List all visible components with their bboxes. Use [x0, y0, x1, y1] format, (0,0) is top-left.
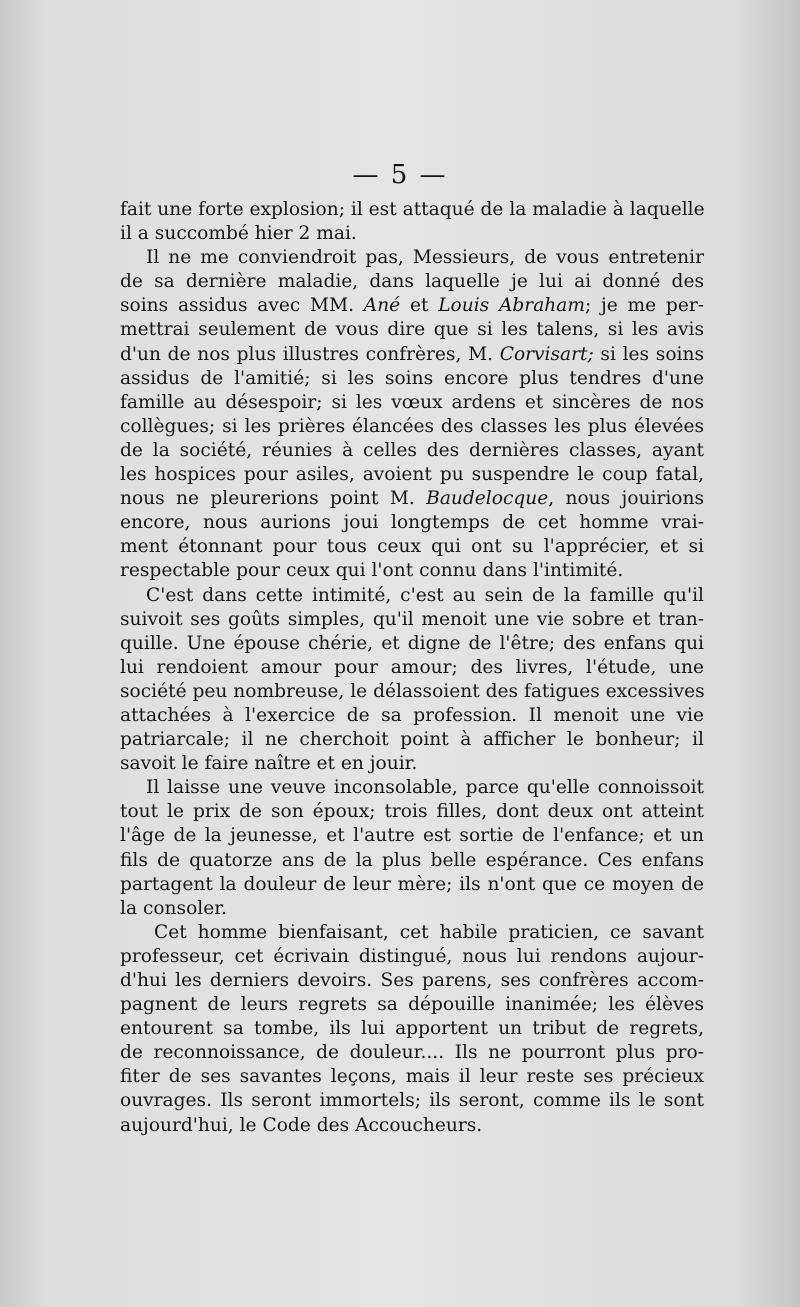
text-fragment: et: [400, 295, 439, 317]
text-line: entourent sa tombe, ils lui apportent un tribut de regrets,: [120, 1018, 704, 1040]
text-line: respectable pour ceux qui l'ont connu dans l'intimité.: [120, 560, 624, 582]
text-line: lui rendoient amour pour amour; des livres, l'étude, une: [120, 656, 704, 678]
name-louis-abraham: Louis Abraham: [438, 295, 585, 317]
text-line: assidus de l'amitié; si les soins encore plus tendres d'une: [120, 367, 704, 389]
text-line-with-name: [120, 487, 704, 511]
text-line: quille. Une épouse chérie, et digne de l'être; des enfans qui: [120, 632, 704, 654]
text-line: collègues; si les prières élancées des classes les plus élevées: [120, 415, 704, 437]
name-ane: Ané: [363, 295, 401, 317]
text-line: pagnent de leurs regrets sa dépouille inanimée; les élèves: [120, 994, 704, 1016]
text-line: fait une forte explosion; il est attaqué de la maladie à laquelle: [120, 199, 705, 220]
text-fragment: d'un de nos plus illustres confrères, M.: [120, 343, 500, 365]
text-line: Il ne me conviendroit pas, Messieurs, de vous entretenir: [146, 247, 704, 269]
paragraph-1: [120, 198, 704, 246]
text-fragment: nous ne pleurerions point M.: [120, 488, 427, 510]
text-fragment: ; je me per-: [584, 295, 704, 317]
text-line: fils de quatorze ans de la plus belle espérance. Ces enfans: [120, 849, 704, 871]
text-line: suivoit ses goûts simples, qu'il menoit une vie sobre et tran-: [120, 608, 704, 630]
text-line: de reconnoissance, de douleur.... Ils ne pourront plus pro-: [120, 1042, 704, 1064]
name-corvisart: Corvisart;: [499, 343, 594, 365]
text-line: encore, nous aurions joui longtemps de cet homme vrai-: [120, 512, 704, 534]
text-line: société peu nombreuse, le délassoient des fatigues excessives: [120, 680, 705, 702]
text-line: ouvrages. Ils seront immortels; ils seront, comme ils le sont: [120, 1090, 704, 1112]
text-line: l'âge de la jeunesse, et l'autre est sortie de l'enfance; et un: [120, 825, 704, 847]
body-text: [120, 198, 704, 1138]
text-line: patriarcale; il ne cherchoit point à afficher le bonheur; il: [120, 729, 704, 751]
text-line: professeur, cet écrivain distingué, nous lui rendons aujour-: [120, 945, 704, 967]
paragraph-2: [120, 246, 704, 583]
text-line: savoit le faire naître et en jouir.: [120, 753, 418, 775]
text-line: de la société, réunies à celles des dernières classes, ayant: [120, 439, 704, 461]
text-line: les hospices pour asiles, avoient pu suspendre le coup fatal,: [120, 464, 704, 486]
paragraph-3: [120, 584, 704, 777]
text-line: tout le prix de son époux; trois filles, dont deux ont atteint: [120, 801, 704, 823]
text-line: C'est dans cette intimité, c'est au sein de la famille qu'il: [146, 584, 704, 606]
text-line-with-name: [120, 343, 704, 367]
text-line: attachées à l'exercice de sa profession. Il menoit une vie: [120, 704, 704, 726]
text-line: il a succombé hier 2 mai.: [120, 223, 357, 245]
text-line: Il laisse une veuve inconsolable, parce qu'elle connoissoit: [146, 777, 704, 799]
text-line-with-names: [120, 294, 704, 318]
text-line: de sa dernière maladie, dans laquelle je lui ai donné des: [120, 271, 704, 293]
text-line: aujourd'hui, le Code des Accoucheurs.: [120, 1114, 483, 1136]
name-baudelocque: Baudelocque: [426, 488, 549, 510]
text-fragment: , nous jouirions: [548, 488, 704, 510]
page-number: — 5 —: [352, 160, 448, 190]
text-line: fiter de ses savantes leçons, mais il leur reste ses précieux: [120, 1066, 704, 1088]
text-fragment: soins assidus avec MM.: [120, 295, 364, 317]
paragraph-4: [120, 776, 704, 921]
text-line: mettrai seulement de vous dire que si les talens, si les avis: [120, 319, 704, 341]
paragraph-5: [120, 921, 704, 1138]
text-line: ment étonnant pour tous ceux qui ont su l'apprécier, et si: [120, 536, 704, 558]
text-line: partagent la douleur de leur mère; ils n'ont que ce moyen de: [120, 873, 704, 895]
text-fragment: si les soins: [593, 343, 704, 365]
text-line: Cet homme bienfaisant, cet habile praticien, ce savant: [154, 921, 704, 943]
text-line: d'hui les derniers devoirs. Ses parens, ses confrères accom-: [120, 970, 704, 991]
text-line: la consoler.: [120, 897, 227, 919]
text-line: famille au désespoir; si les vœux ardens et sincères de nos: [120, 391, 704, 413]
